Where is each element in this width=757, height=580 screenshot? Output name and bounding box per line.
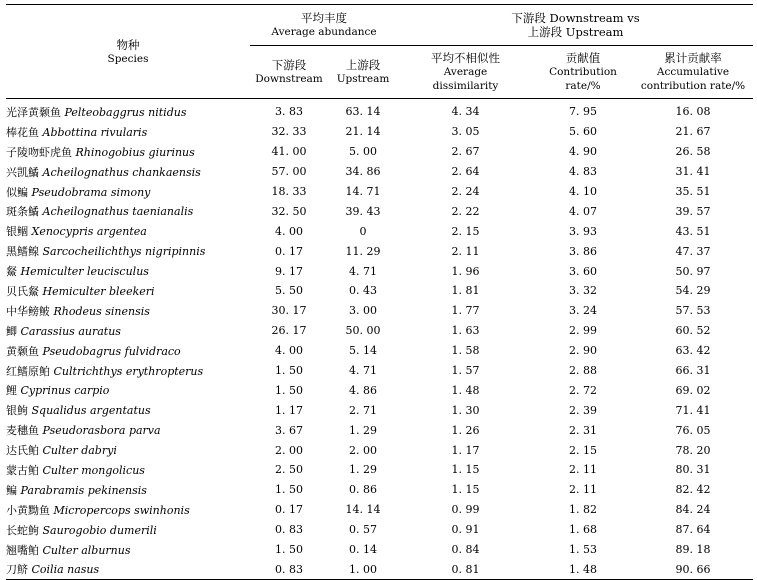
avg-dissimilarity-header: [398, 46, 533, 99]
upstream-abundance-cell: 34. 86: [345, 165, 381, 179]
species-cell: [6, 460, 250, 480]
table-row: [6, 480, 753, 500]
avg-dissimilarity-cell: 0. 99: [451, 503, 480, 517]
downstream-abundance-cell: 5. 50: [275, 284, 303, 298]
upstream-abundance-cell: 0. 86: [349, 483, 377, 497]
accumulative-header-en2: contribution rate/%: [640, 80, 746, 92]
downstream-abundance-cell: 3. 67: [275, 423, 303, 437]
species-latin-name: Cultrichthys erythropterus: [53, 364, 204, 378]
species-cell: [6, 500, 250, 520]
avg-dissimilarity-cell: 2. 11: [451, 244, 480, 258]
upstream-abundance-cell: 4. 86: [349, 383, 377, 397]
species-cell: [6, 301, 250, 321]
species-latin-name: Squalidus argentatus: [31, 404, 151, 418]
species-latin-name: Pseudobagrus fulvidraco: [42, 344, 181, 358]
upstream-abundance-cell: 5. 14: [349, 344, 377, 358]
contribution-header: [533, 46, 633, 99]
accumulative-rate-cell: 63. 42: [675, 344, 711, 358]
species-chinese-name: 蒙古鲌: [6, 463, 39, 477]
avg-dissimilarity-cell: 1. 30: [451, 403, 480, 417]
accumulative-rate-cell: 78. 20: [675, 443, 711, 457]
species-chinese-name: 䱗: [6, 265, 17, 279]
species-latin-name: Rhodeus sinensis: [53, 304, 150, 318]
accumulative-rate-cell: 50. 97: [675, 264, 711, 278]
accumulative-rate-cell: 47. 37: [675, 244, 711, 258]
upstream-abundance-cell: 1. 00: [328, 559, 398, 579]
contribution-rate-cell: 1. 68: [569, 523, 598, 537]
species-cell: [6, 142, 250, 162]
species-chinese-name: 翘嘴鲌: [6, 543, 39, 557]
accumulative-rate-cell: 87. 64: [675, 523, 711, 537]
avg-dissimilarity-cell: 1. 58: [451, 344, 480, 358]
comparison-header-line2: 上游段 Upstream: [527, 25, 624, 39]
downstream-abundance-cell: 4. 00: [275, 224, 303, 238]
species-chinese-name: 达氏鲌: [6, 444, 39, 458]
contribution-rate-cell: 2. 88: [569, 364, 598, 378]
species-cell: [6, 162, 250, 182]
upstream-abundance-cell: 0. 57: [349, 523, 377, 537]
downstream-abundance-cell: 9. 17: [275, 264, 303, 278]
contribution-rate-cell: 1. 53: [569, 543, 598, 557]
table-row: [6, 341, 753, 361]
avg-dissimilarity-cell: 1. 77: [451, 304, 480, 318]
avg-dissimilarity-cell: 0. 84: [451, 543, 480, 557]
species-cell: [6, 241, 250, 261]
accumulative-rate-cell: 80. 31: [675, 463, 711, 477]
table-row: [6, 182, 753, 202]
species-latin-name: Xenocypris argentea: [31, 225, 147, 239]
species-chinese-name: 斑条鱊: [6, 205, 39, 219]
contribution-rate-cell: 3. 86: [569, 244, 598, 258]
species-chinese-name: 似鳊: [6, 185, 28, 199]
contribution-rate-cell: 4. 83: [569, 165, 598, 179]
downstream-abundance-cell: 32. 33: [271, 125, 307, 139]
downstream-abundance-cell: 32. 50: [271, 204, 307, 218]
contribution-rate-cell: 2. 31: [569, 423, 598, 437]
table-row: [6, 99, 753, 122]
table-row: [6, 400, 753, 420]
contribution-rate-cell: 1. 82: [569, 503, 598, 517]
accumulative-rate-cell: 31. 41: [675, 165, 711, 179]
species-cell: [6, 281, 250, 301]
accumulative-rate-cell: 57. 53: [675, 304, 711, 318]
species-latin-name: Cyprinus carpio: [20, 384, 110, 398]
downstream-abundance-cell: 30. 17: [271, 304, 307, 318]
table-row: [6, 201, 753, 221]
species-dissimilarity-table-container: [6, 4, 753, 580]
upstream-abundance-cell: 2. 00: [349, 443, 377, 457]
accumulative-rate-cell: 71. 41: [675, 403, 711, 417]
avg-dissimilarity-cell: 1. 81: [451, 284, 480, 298]
avg-dissimilarity-cell: 2. 24: [451, 185, 480, 198]
species-cell: [6, 400, 250, 420]
accumulative-rate-cell: 90. 66: [633, 559, 753, 579]
downstream-abundance-cell: 1. 17: [275, 403, 303, 417]
avg-dissimilarity-cell: 0. 91: [451, 523, 480, 537]
avg-abundance-header-en: Average abundance: [271, 26, 377, 38]
contribution-rate-cell: 2. 15: [569, 443, 598, 457]
contribution-header-en1: Contribution: [549, 66, 617, 78]
upstream-abundance-cell: 50. 00: [345, 324, 381, 338]
contribution-header-cn: 贡献值: [565, 51, 601, 65]
upstream-abundance-cell: 1. 29: [349, 463, 377, 477]
avg-abundance-header-cn: 平均丰度: [301, 11, 347, 25]
species-chinese-name: 子陵吻虾虎鱼: [6, 145, 72, 159]
contribution-rate-cell: 7. 95: [569, 105, 598, 119]
downstream-header: [250, 46, 328, 99]
species-cell: [6, 440, 250, 460]
table-row: [6, 440, 753, 460]
upstream-header: [328, 46, 398, 99]
upstream-abundance-cell: 39. 43: [345, 204, 381, 218]
species-latin-name: Culter alburnus: [42, 543, 131, 557]
contribution-header-en2: rate/%: [565, 80, 601, 92]
downstream-abundance-cell: 3. 83: [275, 105, 303, 119]
species-latin-name: Carassius auratus: [20, 324, 121, 338]
comparison-header-line1: 下游段 Downstream vs: [511, 11, 640, 25]
species-latin-name: Sarcocheilichthys nigripinnis: [42, 245, 206, 259]
species-dissimilarity-table: [6, 4, 753, 580]
downstream-abundance-cell: 18. 33: [271, 185, 307, 198]
species-cell: [6, 341, 250, 361]
downstream-abundance-cell: 57. 00: [271, 165, 307, 179]
species-chinese-name: 贝氏䱗: [6, 284, 39, 298]
downstream-abundance-cell: 0. 17: [275, 503, 303, 517]
table-row: [6, 321, 753, 341]
table-row: [6, 281, 753, 301]
contribution-rate-cell: 4. 90: [569, 145, 598, 159]
species-latin-name: Parabramis pekinensis: [20, 483, 147, 497]
species-chinese-name: 鲤: [6, 384, 17, 398]
avg-dissimilarity-cell: 1. 96: [451, 264, 480, 278]
table-row: [6, 261, 753, 281]
downstream-abundance-cell: 0. 83: [250, 559, 328, 579]
upstream-abundance-cell: 63. 14: [345, 105, 381, 119]
avg-dissimilarity-cell: 2. 22: [451, 204, 480, 218]
avg-dissimilarity-cell: 2. 15: [451, 224, 480, 238]
downstream-abundance-cell: 1. 50: [275, 543, 303, 557]
upstream-abundance-cell: 3. 00: [349, 304, 377, 318]
upstream-abundance-cell: 0: [359, 224, 367, 238]
table-row: [6, 301, 753, 321]
upstream-abundance-cell: 14. 71: [345, 185, 381, 198]
avg-dissimilarity-cell: 1. 63: [451, 324, 480, 338]
table-row: [6, 420, 753, 440]
species-latin-name: Acheilognathus chankaensis: [42, 165, 201, 179]
contribution-rate-cell: 3. 24: [569, 304, 598, 318]
contribution-rate-cell: 3. 93: [569, 224, 598, 238]
table-row: [6, 520, 753, 540]
contribution-rate-cell: 1. 48: [533, 559, 633, 579]
comparison-header: [398, 5, 753, 46]
table-header: [6, 5, 753, 99]
avg-dissimilarity-cell: 1. 57: [451, 364, 480, 378]
accumulative-header: [633, 46, 753, 99]
avg-dissimilarity-cell: 1. 15: [451, 483, 480, 497]
contribution-rate-cell: 2. 72: [569, 383, 598, 397]
avg-dissimilarity-header-en2: dissimilarity: [432, 80, 499, 92]
table-row: [6, 460, 753, 480]
upstream-abundance-cell: 0. 14: [349, 543, 377, 557]
species-chinese-name: 小黄黝鱼: [6, 503, 50, 517]
species-chinese-name: 棒花鱼: [6, 125, 39, 139]
species-cell: [6, 201, 250, 221]
avg-dissimilarity-cell: 1. 26: [451, 423, 480, 437]
avg-dissimilarity-cell: 3. 05: [451, 125, 480, 139]
avg-dissimilarity-cell: 2. 64: [451, 165, 480, 179]
downstream-abundance-cell: 1. 50: [275, 364, 303, 378]
downstream-abundance-cell: 0. 17: [275, 244, 303, 258]
downstream-abundance-cell: 2. 00: [275, 443, 303, 457]
species-cell: [6, 122, 250, 142]
species-latin-name: Saurogobio dumerili: [42, 523, 157, 537]
species-header: [6, 5, 250, 99]
species-cell: [6, 520, 250, 540]
contribution-rate-cell: 2. 11: [569, 483, 598, 497]
table-row: [6, 540, 753, 560]
species-latin-name: Pseudobrama simony: [31, 185, 151, 199]
species-chinese-name: 黑鳍鳈: [6, 245, 39, 259]
avg-dissimilarity-cell: 4. 34: [451, 105, 480, 119]
downstream-abundance-cell: 2. 50: [275, 463, 303, 477]
table-row: [6, 142, 753, 162]
species-latin-name: Pseudorasbora parva: [42, 424, 161, 438]
table-row: [6, 380, 753, 400]
species-cell: [6, 182, 250, 202]
contribution-rate-cell: 5. 60: [569, 125, 598, 139]
species-latin-name: Hemiculter bleekeri: [42, 284, 155, 298]
species-latin-name: Acheilognathus taenianalis: [42, 205, 194, 219]
contribution-rate-cell: 3. 32: [569, 284, 598, 298]
accumulative-header-en1: Accumulative: [656, 66, 730, 78]
contribution-rate-cell: 2. 11: [569, 463, 598, 477]
species-cell: [6, 380, 250, 400]
upstream-abundance-cell: 0. 43: [349, 284, 377, 298]
accumulative-rate-cell: 84. 24: [675, 503, 711, 517]
upstream-abundance-cell: 4. 71: [349, 364, 377, 378]
avg-dissimilarity-cell: 0. 81: [398, 559, 533, 579]
table-body: [6, 99, 753, 580]
table-row: [6, 500, 753, 520]
species-chinese-name: 麦穗鱼: [6, 424, 39, 438]
table-row: [6, 361, 753, 381]
downstream-abundance-cell: 1. 50: [275, 483, 303, 497]
species-chinese-name: 黄颡鱼: [6, 344, 39, 358]
species-chinese-name: 刀鲚: [6, 563, 28, 577]
upstream-header-en: Upstream: [336, 73, 390, 85]
avg-dissimilarity-cell: 2. 67: [451, 145, 480, 159]
accumulative-rate-cell: 16. 08: [675, 105, 711, 119]
contribution-rate-cell: 2. 99: [569, 324, 598, 338]
accumulative-rate-cell: 69. 02: [675, 383, 711, 397]
accumulative-rate-cell: 60. 52: [675, 324, 711, 338]
species-latin-name: Abbottina rivularis: [42, 125, 148, 139]
species-cell: [6, 261, 250, 281]
downstream-abundance-cell: 0. 83: [275, 523, 303, 537]
accumulative-rate-cell: 39. 57: [675, 204, 711, 218]
upstream-abundance-cell: 14. 14: [345, 503, 381, 517]
contribution-rate-cell: 4. 07: [569, 204, 598, 218]
downstream-abundance-cell: 1. 50: [275, 383, 303, 397]
species-latin-name: Hemiculter leucisculus: [20, 265, 149, 279]
species-latin-name: Coilia nasus: [31, 563, 100, 577]
species-cell: [6, 480, 250, 500]
accumulative-rate-cell: 35. 51: [675, 185, 711, 198]
table-row: [6, 241, 753, 261]
species-latin-name: Culter mongolicus: [42, 463, 145, 477]
table-row: [6, 162, 753, 182]
species-cell: [6, 221, 250, 241]
accumulative-rate-cell: 82. 42: [675, 483, 711, 497]
table-row: [6, 221, 753, 241]
species-cell: [6, 99, 250, 122]
species-cell: [6, 361, 250, 381]
species-latin-name: Micropercops swinhonis: [53, 503, 190, 517]
upstream-abundance-cell: 21. 14: [345, 125, 381, 139]
species-latin-name: Pelteobaggrus nitidus: [64, 105, 187, 119]
accumulative-rate-cell: 26. 58: [675, 145, 711, 159]
accumulative-rate-cell: 89. 18: [675, 543, 711, 557]
accumulative-rate-cell: 66. 31: [675, 364, 711, 378]
species-cell: [6, 321, 250, 341]
downstream-header-cn: 下游段: [271, 58, 307, 72]
upstream-header-cn: 上游段: [345, 58, 381, 72]
downstream-abundance-cell: 26. 17: [271, 324, 307, 338]
species-chinese-name: 银鮈: [6, 404, 28, 418]
avg-dissimilarity-cell: 1. 15: [451, 463, 480, 477]
species-cell: [6, 540, 250, 560]
species-latin-name: Culter dabryi: [42, 444, 117, 458]
downstream-header-en: Downstream: [255, 73, 323, 85]
contribution-rate-cell: 2. 39: [569, 403, 598, 417]
species-cell: [6, 420, 250, 440]
species-header-cn: 物种: [116, 37, 140, 52]
avg-dissimilarity-header-en1: Average: [443, 66, 488, 78]
species-chinese-name: 兴凯鱊: [6, 165, 39, 179]
species-chinese-name: 长蛇鮈: [6, 523, 39, 537]
accumulative-header-cn: 累计贡献率: [664, 51, 722, 65]
upstream-abundance-cell: 4. 71: [349, 264, 377, 278]
contribution-rate-cell: 3. 60: [569, 264, 598, 278]
upstream-abundance-cell: 11. 29: [345, 244, 381, 258]
downstream-abundance-cell: 4. 00: [275, 344, 303, 358]
accumulative-rate-cell: 43. 51: [675, 224, 711, 238]
contribution-rate-cell: 4. 10: [569, 185, 598, 198]
accumulative-rate-cell: 21. 67: [675, 125, 711, 139]
upstream-abundance-cell: 2. 71: [349, 403, 377, 417]
avg-dissimilarity-cell: 1. 17: [451, 443, 480, 457]
downstream-abundance-cell: 41. 00: [271, 145, 307, 159]
species-chinese-name: 鳊: [6, 483, 17, 497]
table-row: [6, 122, 753, 142]
species-chinese-name: 银鲴: [6, 225, 28, 239]
species-chinese-name: 中华鳑鲏: [6, 304, 50, 318]
species-latin-name: Rhinogobius giurinus: [75, 145, 195, 159]
species-chinese-name: 红鳍原鲌: [6, 364, 50, 378]
contribution-rate-cell: 2. 90: [569, 344, 598, 358]
upstream-abundance-cell: 1. 29: [349, 423, 377, 437]
avg-dissimilarity-cell: 1. 48: [451, 383, 480, 397]
accumulative-rate-cell: 76. 05: [675, 423, 711, 437]
upstream-abundance-cell: 5. 00: [349, 145, 377, 159]
species-chinese-name: 鲫: [6, 324, 17, 338]
accumulative-rate-cell: 54. 29: [675, 284, 711, 298]
avg-abundance-header: [250, 5, 398, 46]
species-chinese-name: 光泽黄颡鱼: [6, 105, 61, 119]
avg-dissimilarity-header-cn: 平均不相似性: [431, 51, 501, 65]
species-header-en: Species: [107, 52, 149, 65]
